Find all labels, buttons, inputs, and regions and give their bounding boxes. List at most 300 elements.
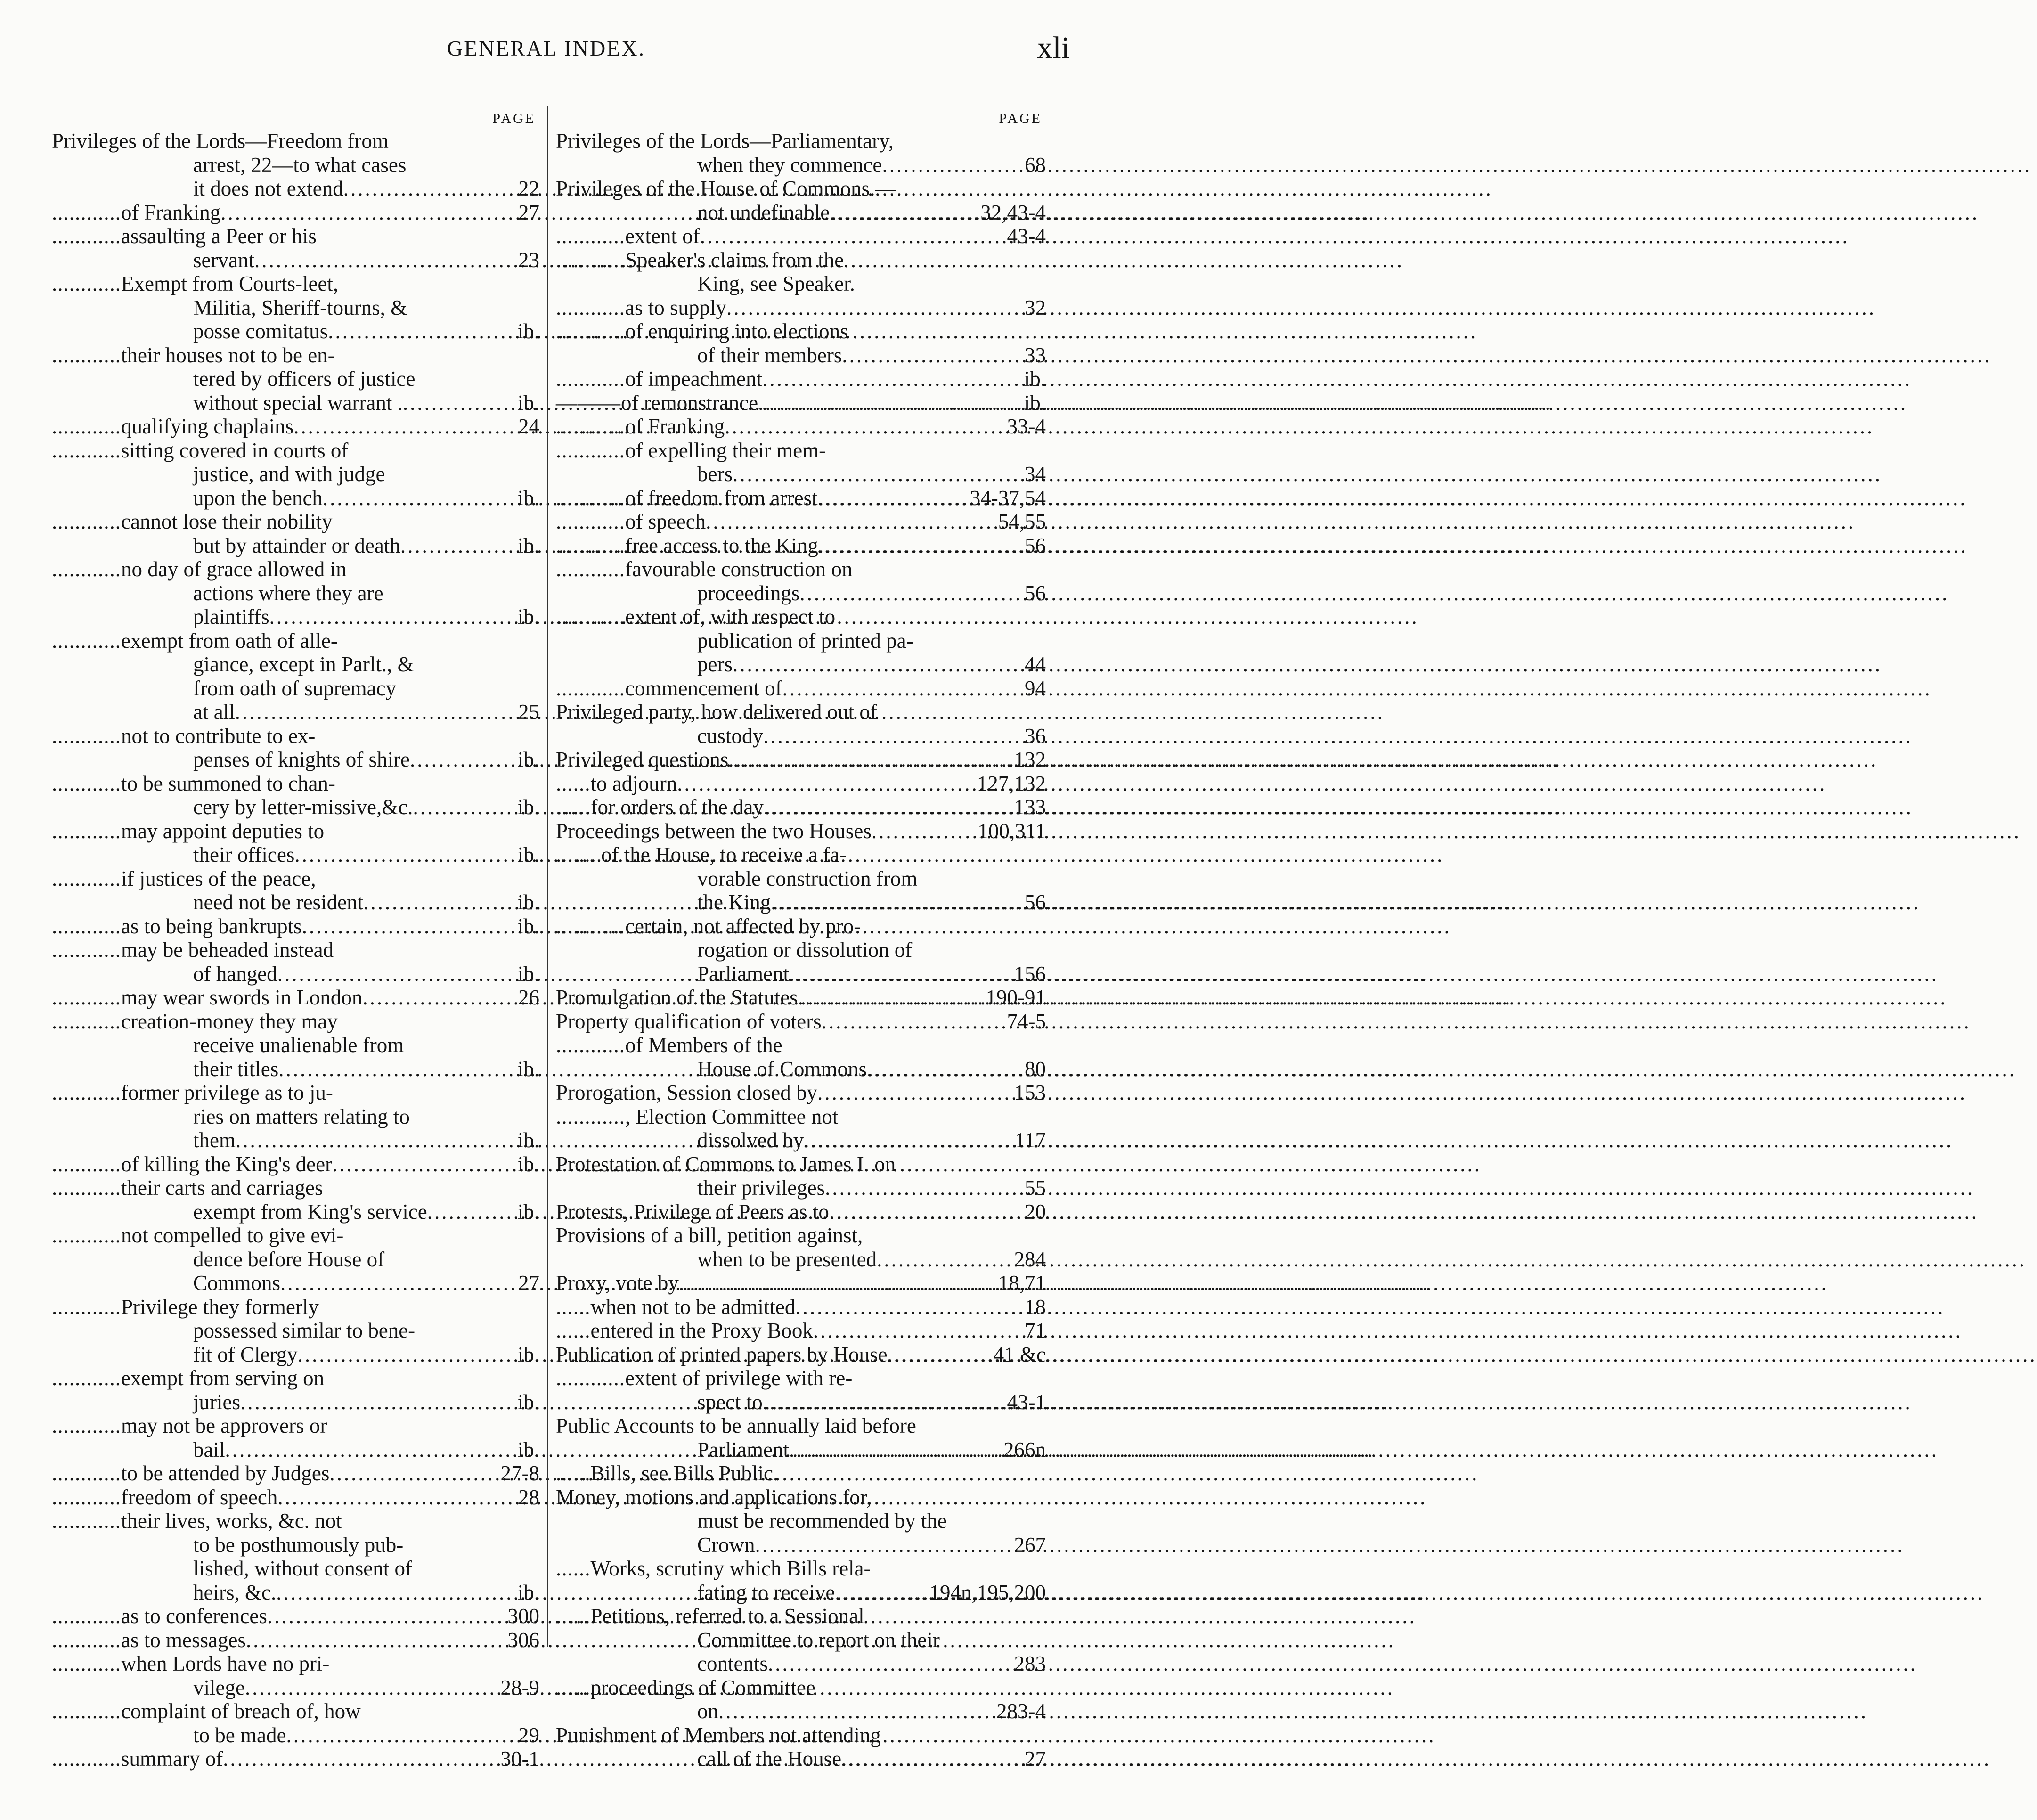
index-line [52,1390,539,1414]
leader-dots: ............ [52,1747,121,1771]
leader-dots: ............ [52,986,121,1009]
entry-text: may not be approvers or [121,1414,327,1437]
leader-dots: ............ [52,1485,121,1509]
index-entry [556,772,1046,796]
leader-dots: ...... [556,1461,591,1485]
dot-leader [220,201,514,225]
index-line [556,843,1046,867]
dot-leader [841,1747,1021,1771]
page-reference: ib. [517,843,539,866]
index-entry [556,1010,1046,1034]
entry-text: rogation or dissolution of [697,938,913,962]
page-reference: ib. [517,1057,539,1081]
leader-dots: ............ [52,1699,121,1723]
entry-text: their titles [193,1057,279,1081]
leader-dots: ............ [52,557,121,581]
leader-dots: ............ [556,676,625,700]
entry-text: Proceedings between the two Houses [556,819,872,843]
index-line [556,819,1046,843]
index-line [52,201,539,225]
page-reference: 28 [518,1485,539,1509]
index-entry [52,1414,539,1461]
index-entry [556,1343,1046,1367]
index-line [556,1176,1046,1200]
page-reference: 18 [1025,1295,1046,1319]
entry-text: posse comitatus [193,319,328,343]
entry-text: of enquiring into elections [625,319,848,343]
entry-text: Protests, Privilege of Peers as to [556,1200,829,1224]
index-line [556,224,1046,248]
index-line [556,319,1046,343]
page-reference: 55 [1025,1176,1046,1200]
leader-dots: ............ [52,200,121,224]
index-entry [556,1224,1046,1271]
entry-text: of their members [697,343,842,367]
index-line [52,272,539,296]
dot-leader [323,486,514,510]
index-entry [52,510,539,557]
entry-text: proceedings of Committee [590,1675,815,1699]
index-entry [556,391,1046,415]
index-entry [52,1224,539,1295]
index-line [52,319,539,343]
leader-dots: ............ [52,1224,121,1247]
entry-text: may appoint deputies to [121,819,325,843]
index-line [52,1581,539,1605]
index-line [52,439,539,463]
index-line [556,415,1046,439]
index-line [556,1485,1046,1510]
dot-leader [795,1295,1021,1319]
index-line [556,1699,1046,1723]
dot-leader [813,1319,1021,1343]
page-reference: ib. [1024,367,1046,391]
entry-text: as to supply [625,295,727,319]
leader-dots: ............ [52,938,121,962]
index-line [556,1366,1046,1390]
index-line [52,1319,539,1343]
index-entry [556,510,1046,534]
index-line [556,1224,1046,1248]
entry-text: them [193,1128,236,1152]
entry-text: without special warrant . [193,391,403,415]
entry-text: Privileges of the Lords—Freedom from [52,129,389,153]
entry-text: Promulgation of the Statutes [556,986,798,1009]
leader-dots: ............ [556,224,625,248]
index-line [556,534,1046,558]
index-line [52,890,539,914]
dot-leader [733,653,1021,677]
index-line [556,581,1046,605]
page-reference: 68 [1025,153,1046,177]
dot-leader [363,890,514,914]
entry-text: bers [697,462,733,486]
page-reference: 23 [518,248,539,272]
page-reference: ib. [517,1342,539,1366]
dot-leader [789,962,1010,986]
page-reference: 20 [1025,1200,1046,1224]
entry-text: Committee to report on their [697,1628,940,1652]
index-line [556,1390,1046,1414]
page-reference: ib. [517,795,539,819]
entry-text: giance, except in Parlt., & [193,653,414,676]
index-entry [52,986,539,1010]
index-entry [556,439,1046,486]
entry-text: creation-money they may [121,1009,338,1033]
page-column-label: PAGE [492,111,536,126]
entry-text: receive unalienable from [193,1033,404,1057]
index-line [52,724,539,748]
index-line [52,343,539,367]
running-head [0,33,1092,71]
dot-leader [254,248,514,272]
entry-text: their privileges [697,1176,825,1200]
leader-dots: ............ [556,248,625,272]
index-entry [52,867,539,914]
index-line [556,486,1046,510]
index-line [52,1105,539,1129]
leader-dots: ............ [52,272,121,295]
dot-leader [413,795,513,819]
entry-text: if justices of the peace, [121,866,316,890]
index-entry [52,272,539,343]
entry-text: Privileged party, how delivered out of [556,700,877,724]
entry-text: King, see Speaker. [697,272,855,295]
index-line [52,1343,539,1367]
leader-dots: ............ [556,1104,625,1128]
page-reference: 34-37,54 [970,486,1046,510]
index-line [556,510,1046,534]
index-line [52,1128,539,1152]
entry-text: vorable construction from [697,866,918,890]
index-line [52,1176,539,1200]
page-column-label: PAGE [999,111,1042,126]
leader-dots: ............ [556,486,625,510]
page-reference: 156 [1014,962,1046,986]
entry-text: of remonstrance [621,391,758,415]
index-line [556,248,1046,272]
index-line [556,462,1046,486]
index-line [556,1628,1046,1652]
leader-dots: ............ [52,819,121,843]
index-line [52,1295,539,1319]
leader-dots: ............ [52,1081,121,1104]
index-line [52,938,539,962]
index-line [556,1200,1046,1224]
index-entry [556,319,1046,367]
index-line [52,1224,539,1248]
leader-dots: ............ [52,1366,121,1390]
entry-text: complaint of breach of, how [121,1699,361,1723]
index-line [52,1533,539,1557]
index-line [556,1105,1046,1129]
page-reference: 56 [1025,533,1046,557]
entry-text: no day of grace allowed in [121,557,347,581]
leader-dots: ............ [556,605,625,628]
index-line [556,962,1046,986]
dot-leader [817,1081,1010,1105]
entry-text: juries [193,1390,240,1414]
index-line [52,1271,539,1295]
entry-text: of Members of the [625,1033,782,1057]
entry-text: Crown [697,1533,755,1557]
index-entry [556,1723,1046,1771]
index-line [52,1509,539,1533]
leader-dots: ............ [52,1652,121,1675]
leader-dots: ............ [52,1509,121,1533]
leader-dots: ............ [52,914,121,938]
index-entry [556,819,1046,843]
page-reference: 30-1 [500,1747,539,1771]
dot-leader [763,724,1021,748]
dot-leader [818,486,966,510]
index-line [556,914,1046,939]
index-line [52,748,539,772]
index-line [556,1081,1046,1105]
entry-text: not undefinable [697,200,830,224]
dot-leader [818,534,1021,558]
entry-text: of impeachment [625,367,763,391]
leader-dots: ...... [556,1557,591,1580]
entry-text: of hanged [193,962,277,986]
index-line [52,1248,539,1272]
index-entry [556,795,1046,819]
index-entry [52,415,539,439]
entry-text: ries on matters relating to [193,1104,410,1128]
dot-leader [762,367,1020,391]
index-line [52,581,539,605]
index-line [556,1248,1046,1272]
entry-text: contents [697,1652,768,1675]
index-line [556,629,1046,653]
dot-leader [329,1461,497,1485]
entry-text: summary of [121,1747,223,1771]
entry-text: Property qualification of voters [556,1009,822,1033]
entry-text: exempt from oath of alle- [121,628,338,653]
index-line [52,1604,539,1628]
entry-text: Protestation of Commons to James I. on [556,1152,896,1176]
dot-leader [804,1128,1011,1152]
index-entry [556,224,1046,248]
entry-text: cery by letter-missive,&c. [193,795,413,819]
entry-text: qualifying chaplains [121,415,294,438]
entry-text: when Lords have no pri- [121,1652,330,1675]
index-entry [52,819,539,867]
page-reference: 27 [518,200,539,224]
entry-text: proceedings [697,581,800,605]
entry-text: heirs, &c. [193,1580,277,1604]
entry-text: pers [697,653,733,676]
entry-text: Exempt from Courts-leet, [121,272,339,295]
dot-leader [293,415,514,439]
index-entry [556,177,1046,224]
index-entry [556,843,1046,914]
entry-text: Money, motions and applications for, [556,1485,872,1509]
dot-leader [235,700,514,724]
index-entry [52,1152,539,1176]
page-reference: ib. [517,748,539,771]
leader-dots: ...... [556,1604,591,1628]
index-line [52,1200,539,1224]
page-reference: 194n,195,200 [929,1580,1046,1604]
entry-text: but by attainder or death [193,533,400,557]
index-line [556,1319,1046,1343]
index-entry [52,343,539,415]
page-reference: 27 [518,1271,539,1295]
leader-dots: ............ [556,510,625,533]
index-line [556,772,1046,796]
entry-text: Privileges of the Lords—Parliamentary, [556,129,894,153]
entry-text: Works, scrutiny which Bills rela- [590,1557,871,1580]
entry-text: House of Commons [697,1057,867,1081]
index-entry [556,296,1046,320]
index-line [556,557,1046,581]
page-reference: 127,132 [977,771,1046,795]
index-line [52,510,539,534]
entry-text: of Franking [121,200,221,224]
index-entry [52,224,539,272]
index-entry [556,557,1046,605]
page-reference: ib. [517,533,539,557]
index-line [556,1676,1046,1700]
dot-leader [758,391,1020,415]
dot-leader [768,1652,1010,1676]
index-entry [556,1461,1046,1485]
index-line [52,1723,539,1747]
index-line [52,1366,539,1390]
entry-text: possessed similar to bene- [193,1319,416,1342]
index-line [556,890,1046,914]
dot-leader [427,1200,514,1224]
entry-text: upon the bench [193,486,323,510]
index-line [556,653,1046,677]
entry-text: penses of knights of shire [193,748,410,771]
entry-text: Provisions of a bill, petition against, [556,1224,863,1247]
index-line [52,605,539,629]
index-line [556,748,1046,772]
entry-text: not to contribute to ex- [121,724,316,748]
entry-text: call of the House [697,1747,842,1771]
index-entry [52,557,539,629]
page-reference: 43-4 [1007,224,1046,248]
entry-text: from oath of supremacy [193,676,397,700]
leader-dots: ............ [52,438,121,462]
index-entry [556,605,1046,677]
index-line [556,1509,1046,1533]
index-line [556,1414,1046,1438]
dot-leader [280,1271,514,1295]
dot-leader [872,819,974,843]
page-reference: 33 [1025,343,1046,367]
index-line [556,1581,1046,1605]
page-reference: 94 [1025,676,1046,700]
dot-leader [771,890,1021,914]
dot-leader [298,1343,514,1367]
dot-leader [728,748,1010,772]
index-line [556,1343,1046,1367]
entry-text: former privilege as to ju- [121,1081,333,1104]
index-entry [556,700,1046,748]
dot-leader [302,914,514,939]
entry-text: actions where they are [193,581,383,605]
leader-dots: ............ [556,295,625,319]
index-entry [52,724,539,772]
entry-text: plaintiffs [193,605,269,628]
entry-text: Punishment of Members not attending [556,1723,881,1747]
page-reference: 283 [1014,1652,1046,1675]
index-line [556,724,1046,748]
index-line [52,795,539,819]
index-line [52,1676,539,1700]
dot-leader [294,843,513,867]
index-line [52,534,539,558]
page-reference: 33-4 [1007,415,1046,438]
dot-leader [789,1438,1000,1462]
entry-text: entered in the Proxy Book [590,1319,813,1342]
index-line [556,153,1046,177]
entry-text: their carts and carriages [121,1176,323,1200]
index-line [556,1271,1046,1295]
index-line [52,1652,539,1676]
entry-text: when they commence [697,153,882,177]
page-reference: 27-8 [500,1461,539,1485]
index-line [556,795,1046,819]
entry-text: Militia, Sheriff-tourns, & [193,295,407,319]
entry-text: free access to the King [625,533,818,557]
entry-text: certain, not affected by pro- [625,914,861,938]
entry-text: arrest, 22—to what cases [193,153,407,177]
index-line [52,1747,539,1771]
dot-leader [764,795,1010,819]
index-line [556,367,1046,391]
index-entry [556,748,1046,772]
index-line [556,296,1046,320]
index-line [52,129,539,153]
index-entry [52,1176,539,1224]
leader-dots: ............ [556,367,625,391]
dot-leader [277,962,514,986]
index-entry [52,1295,539,1367]
leader-dots: ...... [556,843,591,866]
leader-dots: ............ [556,533,625,557]
index-line [52,819,539,843]
entry-text: it does not extend [193,177,343,200]
entry-text: bail [193,1437,225,1461]
index-entry [556,1366,1046,1414]
dot-leader [877,1248,1010,1272]
page-reference: ib. [1024,391,1046,415]
leader-dots: ............ [52,1152,121,1176]
page-reference: 300 [507,1604,539,1628]
index-line [556,1010,1046,1034]
index-entry [556,534,1046,558]
dot-leader [825,1176,1021,1200]
page-reference: ib. [517,486,539,510]
page-reference: 74-5 [1007,1009,1046,1033]
index-line [556,343,1046,367]
entry-text: Prorogation, Session closed by [556,1081,817,1104]
index-line [52,391,539,415]
page-reference: 80 [1025,1057,1046,1081]
entry-text: extent of, with respect to [625,605,836,628]
dot-leader [888,1343,990,1367]
dot-leader [782,677,1021,701]
entry-text: Public Accounts to be annually laid before [556,1414,916,1437]
index-line [52,1414,539,1438]
entry-text: need not be resident [193,890,364,914]
index-entry [556,1081,1046,1105]
dot-leader [343,177,514,201]
